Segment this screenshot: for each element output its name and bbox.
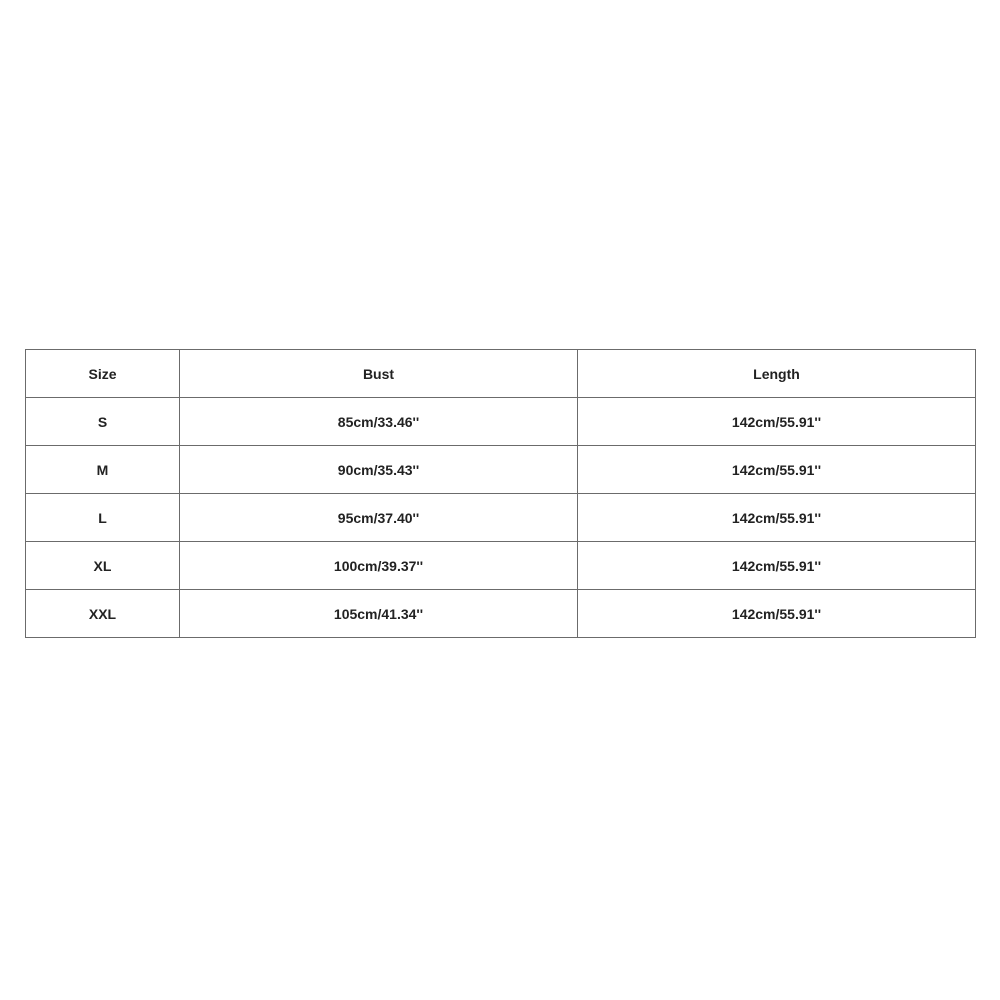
header-length: Length bbox=[578, 350, 976, 398]
cell-length: 142cm/55.91'' bbox=[578, 446, 976, 494]
header-bust: Bust bbox=[180, 350, 578, 398]
cell-bust: 95cm/37.40'' bbox=[180, 494, 578, 542]
cell-bust: 90cm/35.43'' bbox=[180, 446, 578, 494]
cell-size: S bbox=[26, 398, 180, 446]
table-header-row bbox=[26, 350, 976, 398]
cell-length: 142cm/55.91'' bbox=[578, 542, 976, 590]
cell-bust: 85cm/33.46'' bbox=[180, 398, 578, 446]
table-row bbox=[26, 590, 976, 638]
table-row bbox=[26, 494, 976, 542]
cell-size: M bbox=[26, 446, 180, 494]
cell-length: 142cm/55.91'' bbox=[578, 494, 976, 542]
cell-length: 142cm/55.91'' bbox=[578, 590, 976, 638]
table-row bbox=[26, 398, 976, 446]
cell-length: 142cm/55.91'' bbox=[578, 398, 976, 446]
table-row bbox=[26, 446, 976, 494]
cell-bust: 105cm/41.34'' bbox=[180, 590, 578, 638]
header-size: Size bbox=[26, 350, 180, 398]
table-row bbox=[26, 542, 976, 590]
size-chart-table bbox=[25, 349, 976, 638]
cell-size: XXL bbox=[26, 590, 180, 638]
cell-size: XL bbox=[26, 542, 180, 590]
cell-bust: 100cm/39.37'' bbox=[180, 542, 578, 590]
cell-size: L bbox=[26, 494, 180, 542]
